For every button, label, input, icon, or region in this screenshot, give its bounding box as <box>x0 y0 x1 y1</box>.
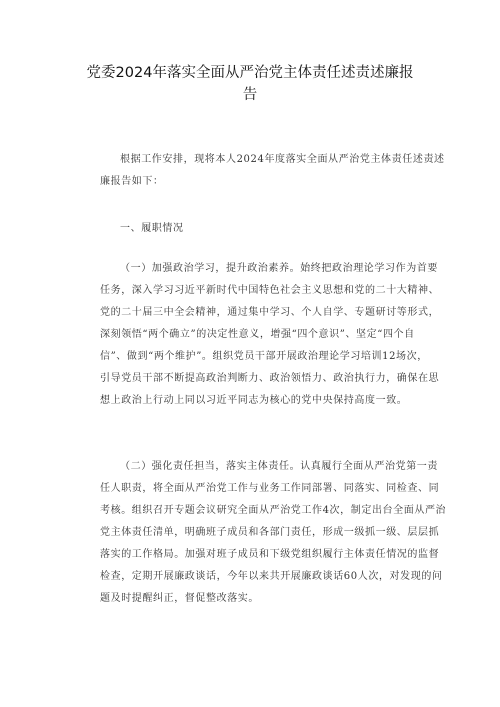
text-line: 深刻领悟“两个确立”的决定性意义，增强“四个意识”、坚定“四个自 <box>100 329 415 340</box>
paragraph-1 <box>100 258 440 412</box>
intro-paragraph <box>100 149 445 193</box>
section-heading <box>100 218 410 240</box>
text-line: 廉报告如下： <box>100 176 164 187</box>
paragraph-2 <box>100 456 447 610</box>
text-line: （一）加强政治学习，提升政治素养。始终把政治理论学习作为首要 <box>120 263 438 274</box>
text-line: 题及时提醒纠正，督促整改落实。 <box>100 593 259 604</box>
text-line: 任人职责，将全面从严治党工作与业务工作同部署、同落实、同检查、同 <box>100 483 440 494</box>
text-line: 考核。组织召开专题会议研究全面从严治党工作4次，制定出台全面从严治 <box>100 505 447 516</box>
text-line: 党主体责任清单，明确班子成员和各部门责任，形成一级抓一级、层层抓 <box>100 527 440 538</box>
text-line: 检查，定期开展廉政谈话，今年以来共开展廉政谈话60人次，对发现的问 <box>100 571 443 582</box>
text-line: 任务，深入学习习近平新时代中国特色社会主义思想和党的二十大精神、 <box>100 285 440 296</box>
title-line-2: 告 <box>242 87 258 103</box>
text-line: 根据工作安排，现将本人2024年度落实全面从严治党主体责任述责述 <box>120 154 445 165</box>
text-line: 信”、做到“两个维护”。组织党员干部开展政治理论学习培训12场次， <box>100 351 428 362</box>
text-line: 党的二十届三中全会精神，通过集中学习、个人自学、专题研讨等形式， <box>100 307 440 318</box>
text-line: 想上政治上行动上同以习近平同志为核心的党中央保持高度一致。 <box>100 395 408 406</box>
section1-heading: 一、履职情况 <box>120 223 184 234</box>
text-line: 引导党员干部不断提高政治判断力、政治领悟力、政治执行力，确保在思 <box>100 373 440 384</box>
text-line: （二）强化责任担当，落实主体责任。认真履行全面从严治党第一责 <box>120 461 438 472</box>
document-title <box>60 62 440 106</box>
title-line-1: 党委2024年落实全面从严治党主体责任述责述廉报 <box>86 65 414 81</box>
text-line: 落实的工作格局。加强对班子成员和下级党组织履行主体责任情况的监督 <box>100 549 440 560</box>
